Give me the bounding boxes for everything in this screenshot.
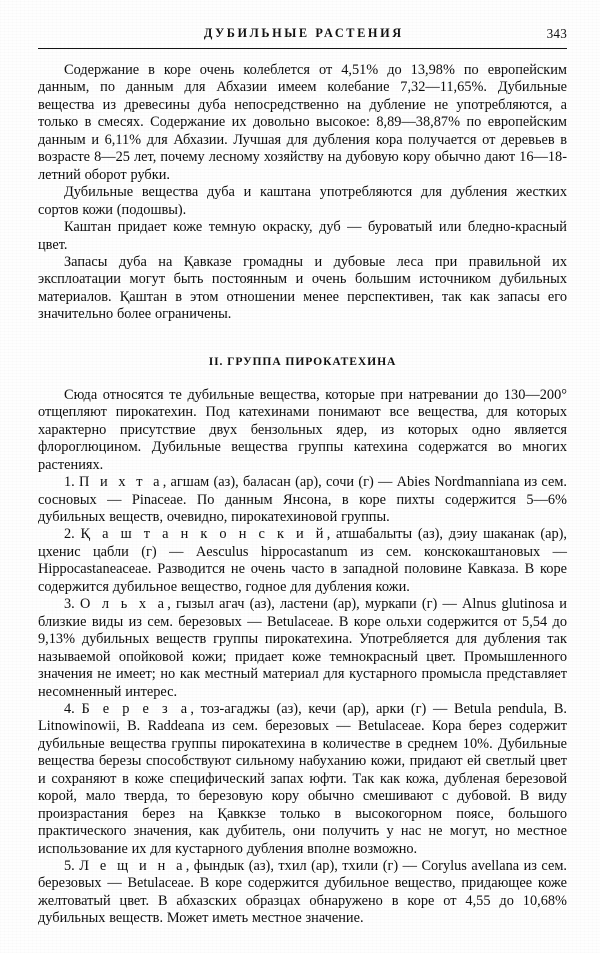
section-heading: II. ГРУППА ПИРОКАТЕХИНА <box>208 354 397 368</box>
entry-plant-name: Қ а ш т а н к о н с к и й <box>80 526 327 543</box>
entry-text: , агшам (аз), баласан (ар), сочи (г) — Abies Nordmanniana из сем. сосновых — Pinaceae. По данным Янсона, в коре пихты содержится 5—6% дубильных веществ, очевидно, пирокатехиновой группы. <box>38 474 567 525</box>
paragraph: Каштан придает коже темную окраску, дуб — буроватый или бледно-красный цвет. <box>38 219 567 253</box>
entry-number: 2. <box>64 526 75 543</box>
paragraph: Дубильные вещества дуба и каштана употребляются для дубления жестких сортов кожи (подошвы). <box>38 184 567 218</box>
entry-number: 3. <box>64 596 75 613</box>
paragraph: Запасы дуба на Қавказе громадны и дубовые леса при правильной их эксплоатации могут быть постоянным и очень большим источником дубильных материалов. Қаштан в этом отношении менее перспективен, так как запасы его значительно более ограничены. <box>38 253 567 323</box>
entry-plant-name: Б е р е з а <box>81 700 191 717</box>
plant-entry <box>38 596 567 701</box>
header-rule <box>38 48 567 49</box>
entry-text: , тоз-агаджы (аз), кечи (ар), арки (г) — Betula pendula, B. Litnowinowii, B. Raddeana из сем. березовых — Betulaceae. Кора берез содержит дубильные вещества группы пирокатехина в количестве в среднем 10%. Дубильные вещества березы способствуют сильному набуханию кожи, придают ей светлый цвет и сохраняют в коже специфический запах юфти. Так как кожа, дубленая березовой корой, мало тверда, то березовую кору обычно смешивают с дубовой. В виду произрастания берез на Қавккзе только в высокогорном поясе, большого практического значения, как дубитель, они получить у нас не могут, но местное использование их для кустарного дубления вполне возможно. <box>38 700 567 857</box>
entry-plant-name: П и х т а <box>79 474 163 491</box>
spacer <box>38 324 567 355</box>
entry-number: 5. <box>64 858 75 875</box>
entry-plant-name: О л ь х а <box>79 596 168 613</box>
section-intro-paragraph: Сюда относятся те дубильные вещества, которые при натревании до 130—200° отщепляют пирокатехин. Под катехинами понимают все вещества, для которых характерно присутствие двух бензольных ядер, из которых одно является флороглюцином. Дубильные вещества группы катехина содержатся во многих растениях. <box>38 386 567 473</box>
plant-entry <box>38 474 567 526</box>
entry-plant-name: Л е щ и н а <box>79 858 186 875</box>
text-column <box>38 62 567 928</box>
plant-entry <box>38 526 567 596</box>
spacer <box>38 368 567 387</box>
plant-entry <box>38 701 567 858</box>
page-number: 343 <box>546 26 567 41</box>
entry-text: , фындык (аз), тхил (ар), тхили (г) — Corylus avellana из сем. березовых — Betulaceae. В коре содержится дубильное вещество, придающее коже желтоватый цвет. В абхазских образцах обнаружено в коре от 4,55 до 10,68% дубильных веществ. Может иметь местное значение. <box>38 858 567 927</box>
plant-entry <box>38 858 567 928</box>
paragraph: Содержание в коре очень колеблется от 4,51% до 13,98% по европейским данным, по данным для Абхазии имеем колебание 7,32—11,65%. Дубильные вещества из древесины дуба непосредственно на дубление не употребляются, а только в смесях. Содержание их довольно высокое: 8,89—38,87% по европейским данным и 6,11% для Абхазии. Лучшая для дубления кора получается от деревьев в возрасте 8—25 лет, почему лесному хозяйству на дубовую кору обычно дают 16—18-летний оборот рубки. <box>38 62 567 183</box>
entry-text: , гызыл агач (аз), ластени (ар), муркапи (г) — Alnus glutinosa и близкие виды из сем. березовых — Betulaceae. В коре ольхи содержится от 5,54 до 9,13% дубильных веществ группы пирокатехина. Употребляется для дубления так называемой опойковой кожи; придает коже темнокрасный цвет. Промышленного значения не имеет; но как местный материал для кустарного промысла представляет несомненный интерес. <box>38 596 567 700</box>
entry-number: 4. <box>64 700 75 717</box>
entry-text: , атшабалыты (аз), дэиу шаканак (ар), цхенис цабли (г) — Aesculus hippocastanum из сем. конскокаштановых — Hippocastaneaceae. Разводится не очень часто в западной половине Кавказа. В коре содержится дубильное вещество, годное для дубления кожи. <box>38 526 567 595</box>
running-title: ДУБИЛЬНЫЕ РАСТЕНИЯ <box>203 26 404 40</box>
entry-number: 1. <box>64 474 75 491</box>
